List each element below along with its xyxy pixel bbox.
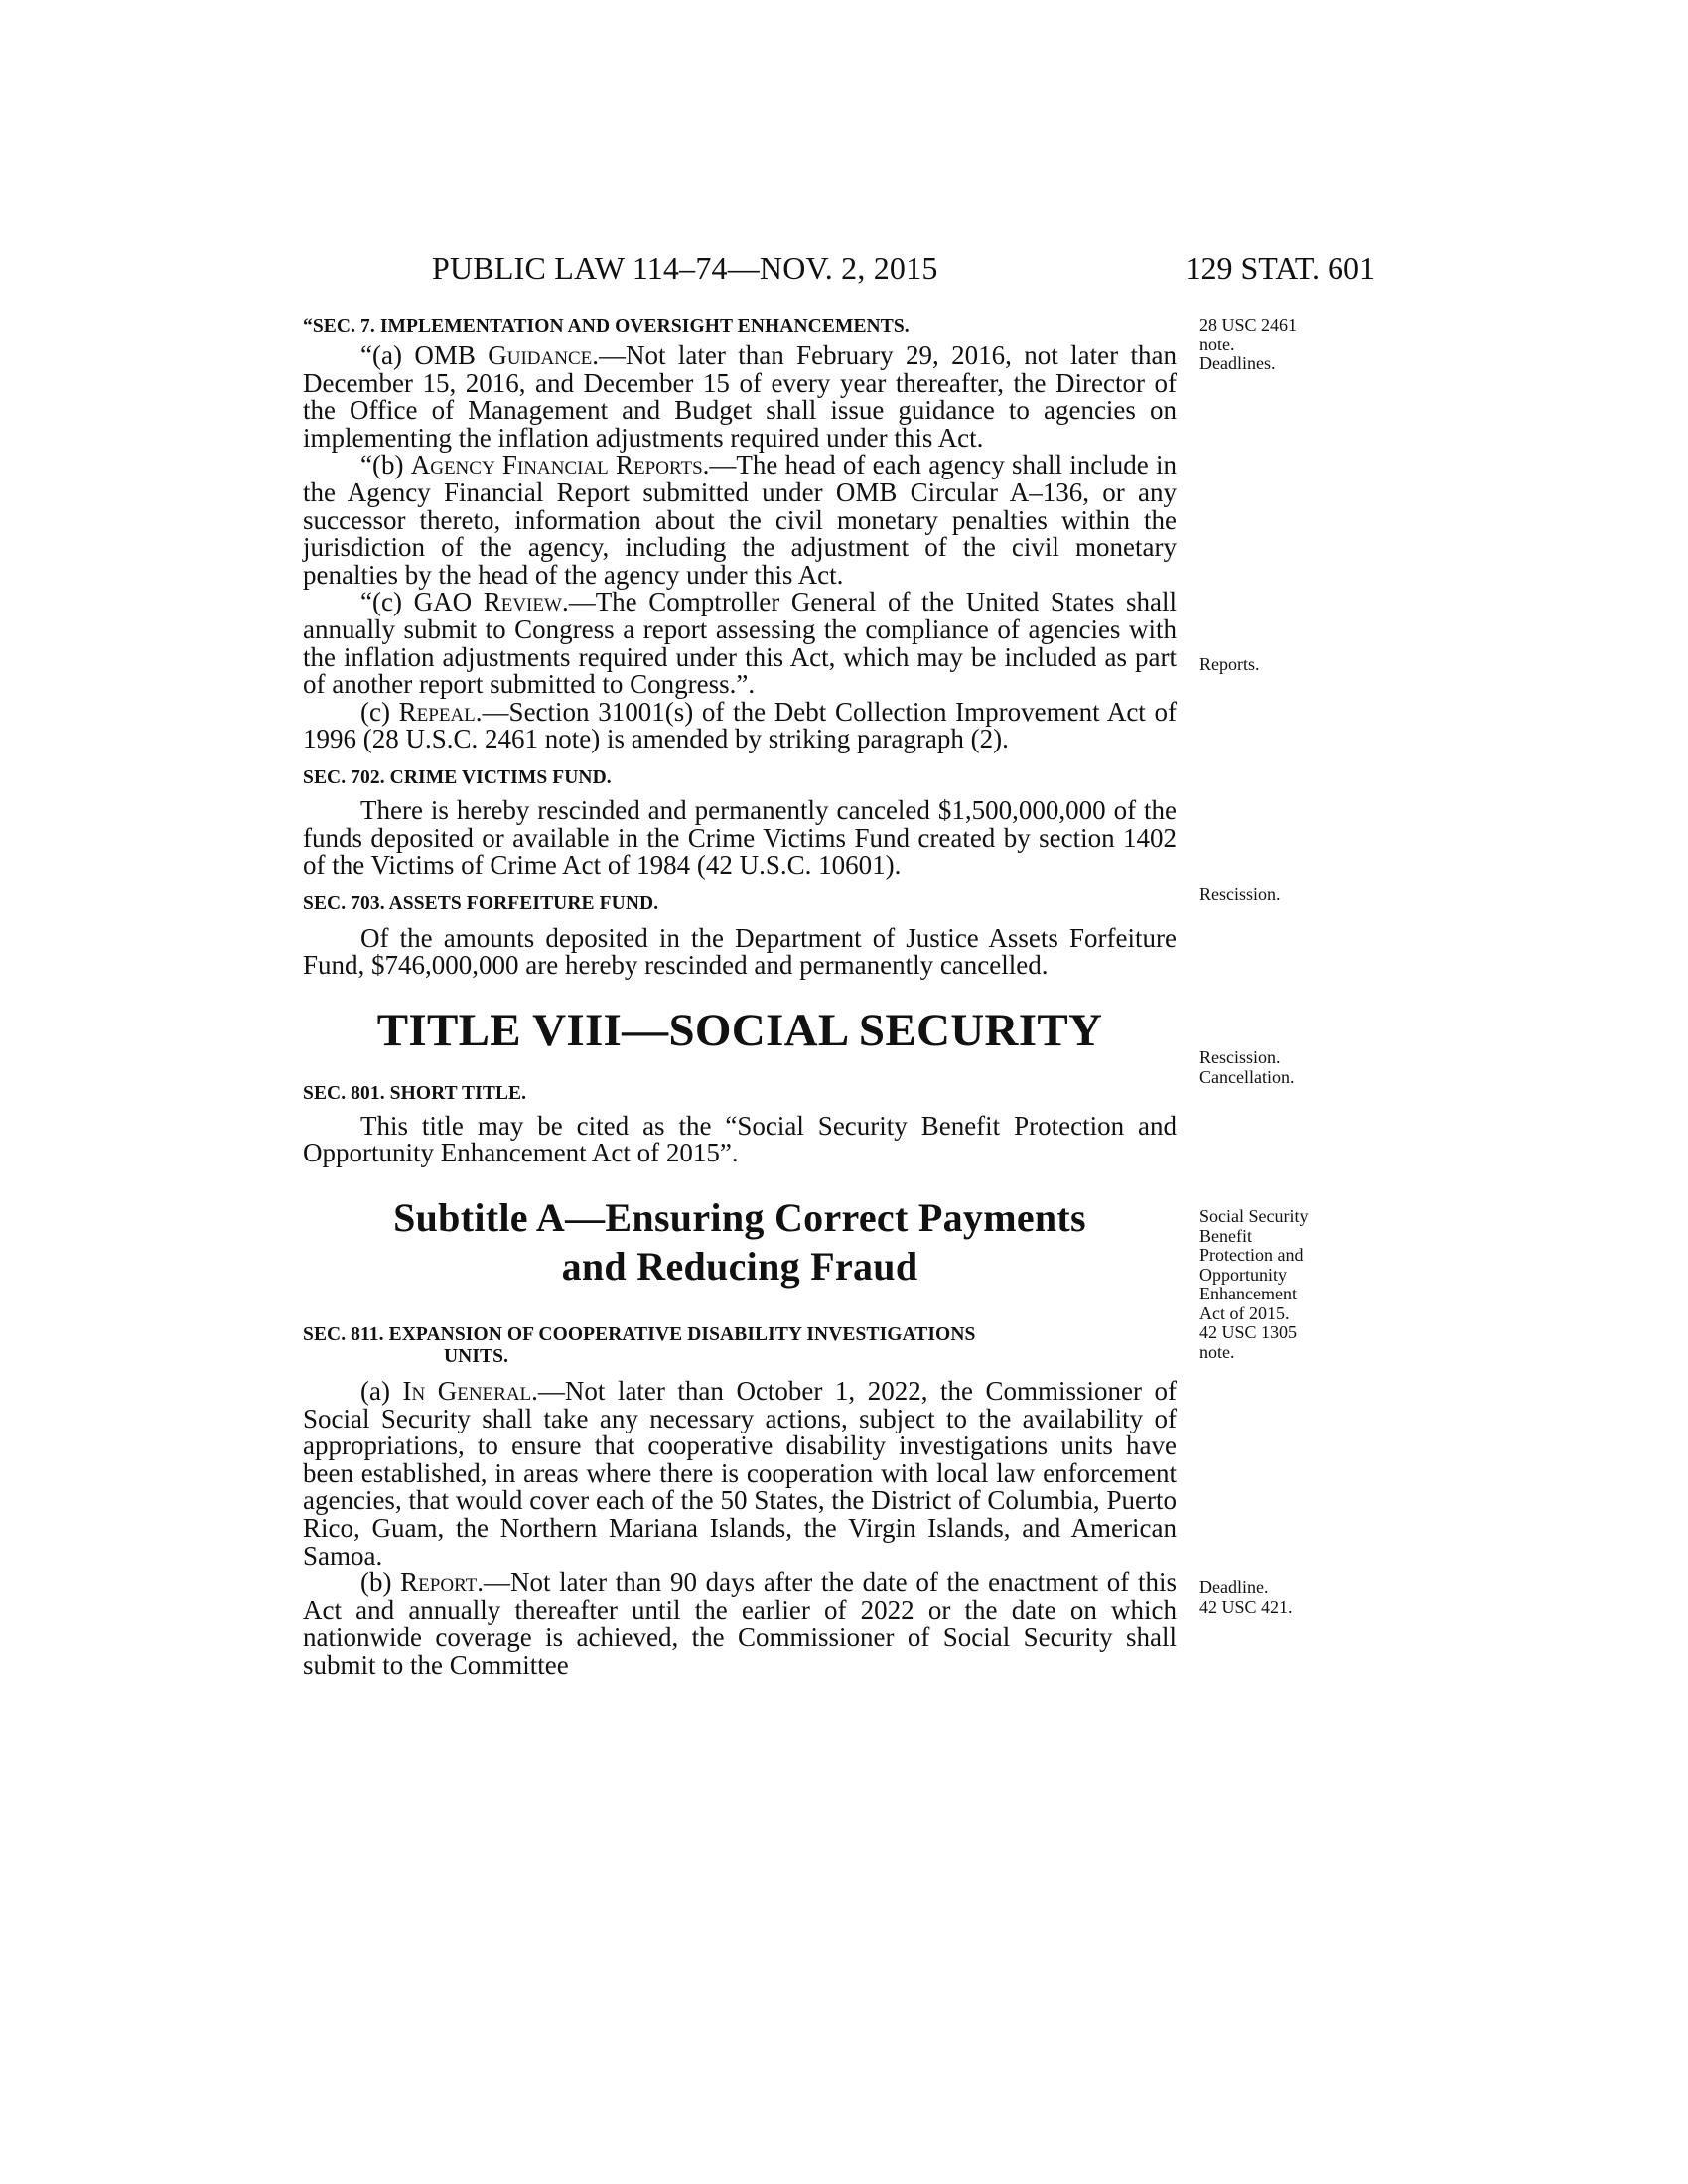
sec811-heading <box>303 1324 1177 1368</box>
sec7-heading: “SEC. 7. IMPLEMENTATION AND OVERSIGHT ENHANCEMENTS. <box>303 316 910 337</box>
subtitle-a-line2: and Reducing Fraud <box>561 1244 918 1290</box>
margin-note-text: Act of 2015. <box>1199 1302 1290 1323</box>
margin-note-text: note. <box>1199 334 1235 354</box>
sec703-text: Of the amounts deposited in the Department of Justice Assets Forfeiture Fund, $746,000,000 are hereby rescinded and permanently cancelled. <box>303 922 1177 981</box>
repeal-heading: Repeal <box>398 696 476 727</box>
sec7-b-text: .—The head of each agency shall include in the Agency Financial Report submitted under OMB Circular A–136, or any successor thereto, information about the civil monetary penalties within the jurisdiction of the agency, including the adjustment of the civil monetary penalties by the head of the agency under this Act. <box>303 450 1178 590</box>
margin-note-text: Opportunity <box>1199 1264 1287 1285</box>
margin-note-rescission-cancellation <box>1199 1048 1294 1087</box>
subtitle-a-line1: Subtitle A—Ensuring Correct Payments <box>393 1195 1086 1241</box>
repeal-label: (c) <box>360 696 399 727</box>
sec7-c-heading: GAO Review <box>413 587 562 617</box>
sec7-c-label: “(c) <box>360 587 414 617</box>
sec7-a-text: .—Not later than February 29, 2016, not later than December 15, 2016, and December 15 of every year thereafter, the Director of the Office of Management and Budget shall issue guidance to agencies on implementing the inflation adjustments required under this Act. <box>303 341 1177 453</box>
margin-note-text: Protection and <box>1199 1245 1304 1265</box>
sec7-a-label: “(a) <box>360 341 415 370</box>
sec7-b-heading: Agency Financial Reports <box>410 450 703 480</box>
sec811-a-text: .—Not later than October 1, 2022, the Commissioner of Social Security shall take any necessary actions, subject to the availability of appropriations, to ensure that cooperative disability investigations units have been established, in areas where there is cooperation with local law enforcement agencies, that would cover each of the 50 States, the District of Columbia, Puerto Rico, Guam, the Northern Mariana Islands, the Virgin Islands, and American Samoa. <box>303 1376 1177 1570</box>
margin-note-text: Deadlines. <box>1199 353 1276 373</box>
margin-note-text: 42 USC 421. <box>1199 1596 1293 1617</box>
margin-note-deadline <box>1199 1578 1293 1617</box>
repeal-paragraph <box>303 696 1178 754</box>
sec811-heading-line1: SEC. 811. EXPANSION OF COOPERATIVE DISABILITY INVESTIGATIONS <box>303 1324 976 1346</box>
margin-note-text: Social Security <box>1199 1206 1309 1226</box>
sec7-c-text: .—The Comptroller General of the United States shall annually submit to Congress a report assessing the compliance of agencies with the inflation adjustments required under this Act, which may be included as part of another report submitted to Congress.”. <box>303 587 1177 700</box>
public-law-title: PUBLIC LAW 114–74—NOV. 2, 2015 <box>432 250 938 286</box>
stat-page-number: 129 STAT. 601 <box>1185 250 1375 286</box>
subtitle-a-heading <box>303 1193 1177 1291</box>
margin-note-text: 42 USC 1305 <box>1199 1322 1298 1342</box>
sec811-b-label: (b) <box>360 1568 401 1598</box>
margin-note-text: 28 USC 2461 <box>1199 315 1298 335</box>
sec801-text: This title may be cited as the “Social Security Benefit Protection and Opportunity Enhancement Act of 2015”. <box>303 1110 1177 1168</box>
sec811-b-paragraph <box>303 1570 1177 1679</box>
sec7-a-paragraph <box>303 342 1177 452</box>
repeal-text: .—Section 31001(s) of the Debt Collection Improvement Act of 1996 (28 U.S.C. 2461 note) is amended by striking paragraph (2). <box>303 696 1178 754</box>
sec7-c-paragraph <box>303 589 1177 698</box>
margin-note-text: Rescission. <box>1199 1047 1281 1067</box>
title-viii-heading: TITLE VIII—SOCIAL SECURITY <box>376 1004 1103 1056</box>
sec811-a-heading: In General <box>402 1376 532 1407</box>
margin-note-text: Reports. <box>1199 654 1260 674</box>
margin-note-text: Rescission. <box>1199 885 1281 904</box>
sec7-b-paragraph <box>303 452 1177 589</box>
sec811-heading-line2: UNITS. <box>444 1346 509 1368</box>
margin-note-text: Deadline. <box>1199 1577 1269 1597</box>
sec7-b-label: “(b) <box>360 450 411 480</box>
body-column <box>303 316 1177 1680</box>
margin-note-text: note. <box>1199 1341 1235 1362</box>
sec811-b-text: .—Not later than 90 days after the date of the enactment of this Act and annually thereafter until the earlier of 2022 or the date on which nationwide coverage is achieved, the Commissioner of Social Security shall submit to the Committee <box>303 1568 1177 1680</box>
sec702-heading: SEC. 702. CRIME VICTIMS FUND. <box>303 766 612 788</box>
sec811-a-label: (a) <box>360 1376 403 1407</box>
margin-note-text: Enhancement <box>1199 1284 1297 1303</box>
margin-note-text: Cancellation. <box>1199 1066 1295 1087</box>
sec811-a-paragraph <box>303 1378 1177 1570</box>
margin-note-short-title <box>1199 1207 1308 1362</box>
sec7-a-heading: OMB Guidance <box>414 341 593 370</box>
margin-note-text: Benefit <box>1199 1225 1252 1246</box>
running-head <box>303 250 1375 290</box>
sec703-heading: SEC. 703. ASSETS FORFEITURE FUND. <box>303 892 659 914</box>
sec801-heading: SEC. 801. SHORT TITLE. <box>303 1082 527 1104</box>
margin-note-rescission <box>1199 886 1281 905</box>
sec702-text: There is hereby rescinded and permanently canceled $1,500,000,000 of the funds deposited or available in the Crime Victims Fund created by section 1402 of the Victims of Crime Act of 1984 (42 U.S.C. 10601). <box>303 794 1177 881</box>
margin-note-reports <box>1199 655 1260 675</box>
margin-note-28usc2461 <box>1199 316 1297 374</box>
sec811-b-heading: Report <box>400 1568 478 1598</box>
